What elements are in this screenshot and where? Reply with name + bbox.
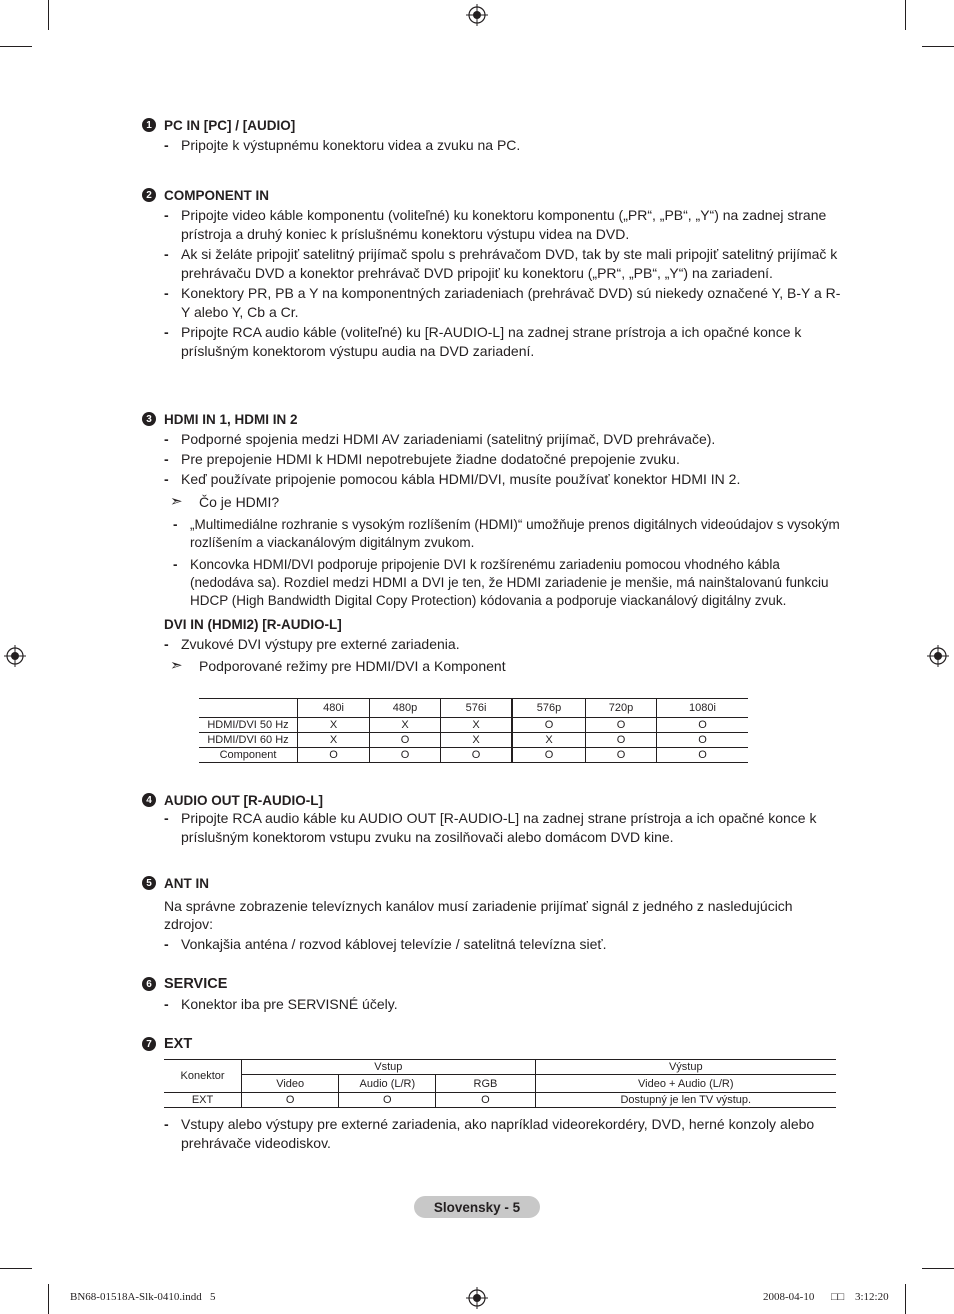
table-row bbox=[199, 733, 748, 748]
registration-mark-icon bbox=[466, 4, 488, 26]
modes-header-cell: 576p bbox=[512, 699, 586, 718]
number-badge: 2 bbox=[142, 188, 156, 202]
note: ➣ Čo je HDMI? bbox=[170, 493, 280, 510]
section-title: EXT bbox=[164, 1035, 193, 1052]
modes-header-cell: 480p bbox=[370, 699, 441, 718]
list-item: - „Multimediálne rozhranie s vysokým rozlíšením (HDMI)“ umožňuje prenos digitálnych videoúdajov s vysokým rozlíšením a viackanálovým digitálnym zvukom. bbox=[173, 517, 840, 550]
section-component-in bbox=[142, 186, 842, 361]
modes-cell: X bbox=[298, 733, 370, 748]
note-arrow-icon: ➣ bbox=[170, 493, 183, 510]
modes-cell: O bbox=[370, 733, 441, 748]
crop-mark bbox=[905, 1284, 906, 1314]
modes-cell: O bbox=[657, 733, 749, 748]
modes-header-cell: 576i bbox=[441, 699, 513, 718]
table-row bbox=[199, 718, 748, 733]
number-badge: 3 bbox=[142, 412, 156, 426]
modes-header-cell bbox=[199, 699, 298, 718]
modes-cell: O bbox=[586, 718, 657, 733]
modes-cell: O bbox=[298, 748, 370, 763]
modes-cell: O bbox=[441, 748, 513, 763]
section-pc-in bbox=[142, 116, 842, 155]
modes-cell: O bbox=[657, 718, 749, 733]
list-item: - Ak si želáte pripojiť satelitný prijímač spolu s prehrávačom DVD, tak by ste mali pripojiť satelitný prijímač k prehrávaču DVD a konektor prehrávač DVD pripojiť ku konektoru („PR“, „PB“, „Y“) na zariadení. bbox=[164, 246, 838, 281]
modes-cell: X bbox=[370, 718, 441, 733]
list-item: - Pripojte RCA audio káble ku AUDIO OUT [R-AUDIO-L] na zadnej strane prístroja a ich opačné konce k príslušným konektorom vstupu zvuku na zosilňovači alebo domácom DVD kine. bbox=[164, 810, 817, 845]
footer-date: 2008-04-10 bbox=[763, 1291, 815, 1303]
modes-header-row bbox=[199, 699, 748, 718]
modes-cell: O bbox=[512, 748, 586, 763]
note-arrow-icon: ➣ bbox=[170, 657, 183, 674]
section-title: COMPONENT IN bbox=[164, 187, 270, 203]
crop-mark bbox=[922, 1268, 954, 1269]
list-item: - Podporné spojenia medzi HDMI AV zariadeniami (satelitný prijímač, DVD prehrávače). bbox=[164, 431, 716, 447]
list-item: - Pripojte RCA audio káble (voliteľné) ku [R-AUDIO-L] na zadnej strane prístroja a ich opačné konce k príslušným konektorom výstupu audia na DVD zariadení. bbox=[164, 324, 802, 359]
crop-mark bbox=[0, 1268, 32, 1269]
section-ant-in bbox=[142, 874, 842, 954]
number-badge: 6 bbox=[142, 977, 156, 991]
section-title: AUDIO OUT [R-AUDIO-L] bbox=[164, 792, 323, 808]
list-item: - Koncovka HDMI/DVI podporuje pripojenie DVI k rozšírenému zariadeniu pomocou vhodného kábla (nedodáva sa). Rozdiel medzi HDMI a DVI je ten, že HDMI zariadenie je menšie, má nainštalovanú funkciu HDCP (High Bandwidth Digital Copy Protection) kódovania a podporuje viackanálový digitálny zvuk. bbox=[173, 557, 829, 608]
table-row bbox=[199, 748, 748, 763]
ext-header-konektor: Konektor bbox=[164, 1060, 242, 1093]
modes-header-cell: 1080i bbox=[657, 699, 749, 718]
ext-subheader: Video + Audio (L/R) bbox=[535, 1075, 836, 1093]
modes-table bbox=[199, 698, 748, 763]
ext-subheader: Video bbox=[242, 1075, 339, 1093]
section-title: SERVICE bbox=[164, 975, 228, 992]
crop-mark bbox=[0, 46, 32, 47]
subsection-title: DVI IN (HDMI2) [R-AUDIO-L] bbox=[164, 616, 342, 632]
page-number-badge: Slovensky - 5 bbox=[414, 1196, 540, 1218]
registration-mark-icon bbox=[4, 645, 26, 667]
list-item: - Pripojte k výstupnému konektoru videa a zvuku na PC. bbox=[164, 137, 521, 153]
modes-header-cell: 480i bbox=[298, 699, 370, 718]
section-title: ANT IN bbox=[164, 875, 209, 891]
list-item: - Vonkajšia anténa / rozvod káblovej televízie / satelitná televízna sieť. bbox=[164, 936, 607, 952]
modes-cell: O bbox=[657, 748, 749, 763]
modes-cell: O bbox=[370, 748, 441, 763]
number-badge: 5 bbox=[142, 876, 156, 890]
list-item: - Pre prepojenie HDMI k HDMI nepotrebujete žiadne dodatočné prepojenie zvuku. bbox=[164, 451, 680, 467]
section-title: HDMI IN 1, HDMI IN 2 bbox=[164, 411, 298, 427]
crop-mark bbox=[48, 0, 49, 30]
registration-mark-icon bbox=[927, 645, 949, 667]
list-item: - Zvukové DVI výstupy pre externé zariadenia. bbox=[164, 636, 460, 652]
section-ext bbox=[142, 1035, 842, 1053]
crop-mark bbox=[905, 0, 906, 30]
modes-cell: O bbox=[586, 748, 657, 763]
footer-marks: □□ bbox=[831, 1291, 845, 1303]
list-item: - Konektor iba pre SERVISNÉ účely. bbox=[164, 996, 398, 1012]
modes-cell: X bbox=[441, 733, 513, 748]
number-badge: 7 bbox=[142, 1037, 156, 1051]
note: ➣ Podporované režimy pre HDMI/DVI a Komponent bbox=[170, 657, 506, 674]
section-title: PC IN [PC] / [AUDIO] bbox=[164, 117, 296, 133]
modes-cell: HDMI/DVI 50 Hz bbox=[207, 719, 289, 731]
number-badge: 4 bbox=[142, 793, 156, 807]
ext-table bbox=[164, 1059, 836, 1108]
crop-mark bbox=[48, 1284, 49, 1314]
list-item: - Vstupy alebo výstupy pre externé zariadenia, ako napríklad videorekordéry, DVD, herné konzoly alebo prehrávače videodiskov. bbox=[164, 1116, 815, 1151]
list-item: - Keď používate pripojenie pomocou kábla HDMI/DVI, musíte používať konektor HDMI IN 2. bbox=[164, 471, 741, 487]
ext-header-vstup: Vstup bbox=[242, 1060, 535, 1075]
modes-header-cell: 720p bbox=[586, 699, 657, 718]
modes-cell: X bbox=[512, 733, 586, 748]
modes-cell: O bbox=[512, 718, 586, 733]
modes-cell: X bbox=[441, 718, 513, 733]
paragraph: Na správne zobrazenie televíznych kanálov musí zariadenie prijímať signál z jedného z nasledujúcich zdrojov: bbox=[164, 898, 793, 932]
list-item: - Konektory PR, PB a Y na komponentných zariadeniach (prehrávač DVD) sú niekedy označené Y, B-Y a R-Y alebo Y, Cb a Cr. bbox=[164, 285, 841, 320]
ext-subheader: Audio (L/R) bbox=[339, 1075, 436, 1093]
section-audio-out bbox=[142, 791, 842, 847]
table-row: EXT O O O Dostupný je len TV výstup. bbox=[164, 1093, 836, 1108]
section-hdmi-in bbox=[142, 410, 842, 676]
footer-file: BN68-01518A-Slk-0410.indd 5 bbox=[70, 1291, 216, 1303]
crop-mark bbox=[922, 46, 954, 47]
list-item: - Pripojte video káble komponentu (voliteľné) ku konektoru komponentu („PR“, „PB“, „Y“) na zadnej strane prístroja a druhý koniec k príslušnému konektoru výstupu videa na DVD. bbox=[164, 207, 827, 242]
section-service bbox=[142, 975, 842, 1014]
number-badge: 1 bbox=[142, 118, 156, 132]
modes-cell: HDMI/DVI 60 Hz bbox=[207, 734, 289, 746]
ext-header-vystup: Výstup bbox=[535, 1060, 836, 1075]
modes-cell: Component bbox=[219, 749, 277, 761]
footer-time: 3:12:20 bbox=[855, 1291, 889, 1303]
ext-subheader: RGB bbox=[436, 1075, 535, 1093]
modes-cell: O bbox=[586, 733, 657, 748]
registration-mark-icon bbox=[466, 1287, 488, 1309]
modes-cell: X bbox=[298, 718, 370, 733]
